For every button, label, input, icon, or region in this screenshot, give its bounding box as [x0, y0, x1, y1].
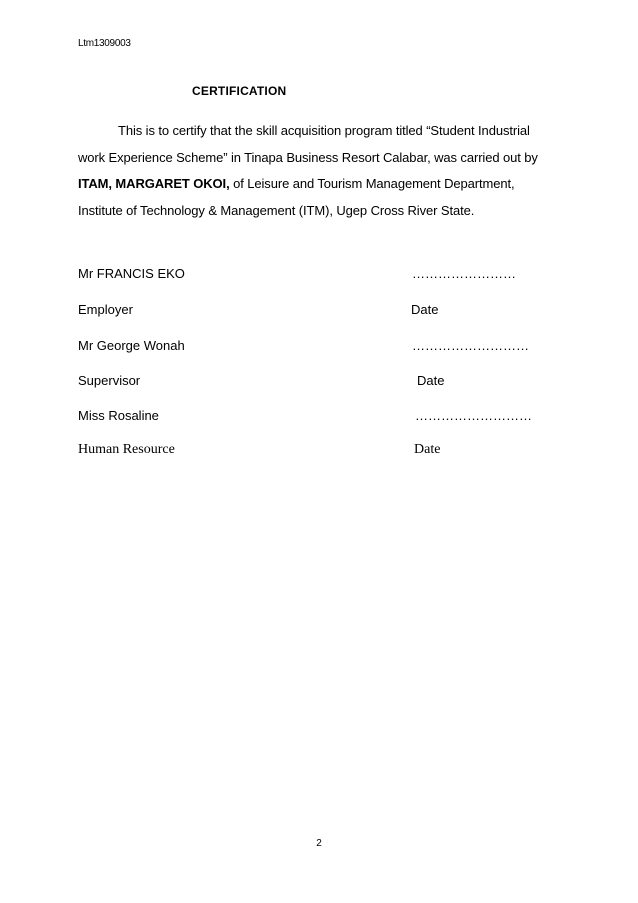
- hr-date-label: Date: [414, 442, 441, 457]
- hr-label: Human Resource: [78, 442, 175, 457]
- employer-label-row: [78, 302, 578, 322]
- page-number: 2: [316, 838, 322, 849]
- supervisor-signature-line: ………………………: [412, 338, 529, 353]
- hr-name-row: [78, 408, 578, 428]
- page-title: CERTIFICATION: [192, 84, 287, 98]
- certification-text-part2: of Leisure and Tourism Management Department, Institute of Technology & Management (ITM), Ugep Cross River State.: [78, 176, 515, 218]
- employer-date-label: Date: [411, 302, 439, 317]
- certification-paragraph: [78, 118, 556, 224]
- employer-name-row: [78, 266, 578, 286]
- hr-signature-line: ………………………: [415, 408, 532, 423]
- supervisor-name-row: [78, 338, 578, 358]
- employer-label: Employer: [78, 302, 133, 317]
- supervisor-label: Supervisor: [78, 373, 141, 388]
- document-reference: Ltm1309003: [78, 38, 131, 49]
- supervisor-name: Mr George Wonah: [78, 338, 185, 353]
- certification-text-part1: This is to certify that the skill acquisition program titled “Student Industrial work Experience Scheme” in Tinapa Business Resort Calabar, was carried out by: [78, 123, 538, 165]
- hr-name: Miss Rosaline: [78, 408, 159, 423]
- employer-signature-line: ……………………: [412, 266, 516, 281]
- student-name: ITAM, MARGARET OKOI,: [78, 176, 230, 191]
- supervisor-date-label: Date: [417, 373, 445, 388]
- supervisor-label-row: [78, 373, 578, 393]
- hr-label-row: [78, 442, 578, 462]
- employer-name: Mr FRANCIS EKO: [78, 266, 185, 281]
